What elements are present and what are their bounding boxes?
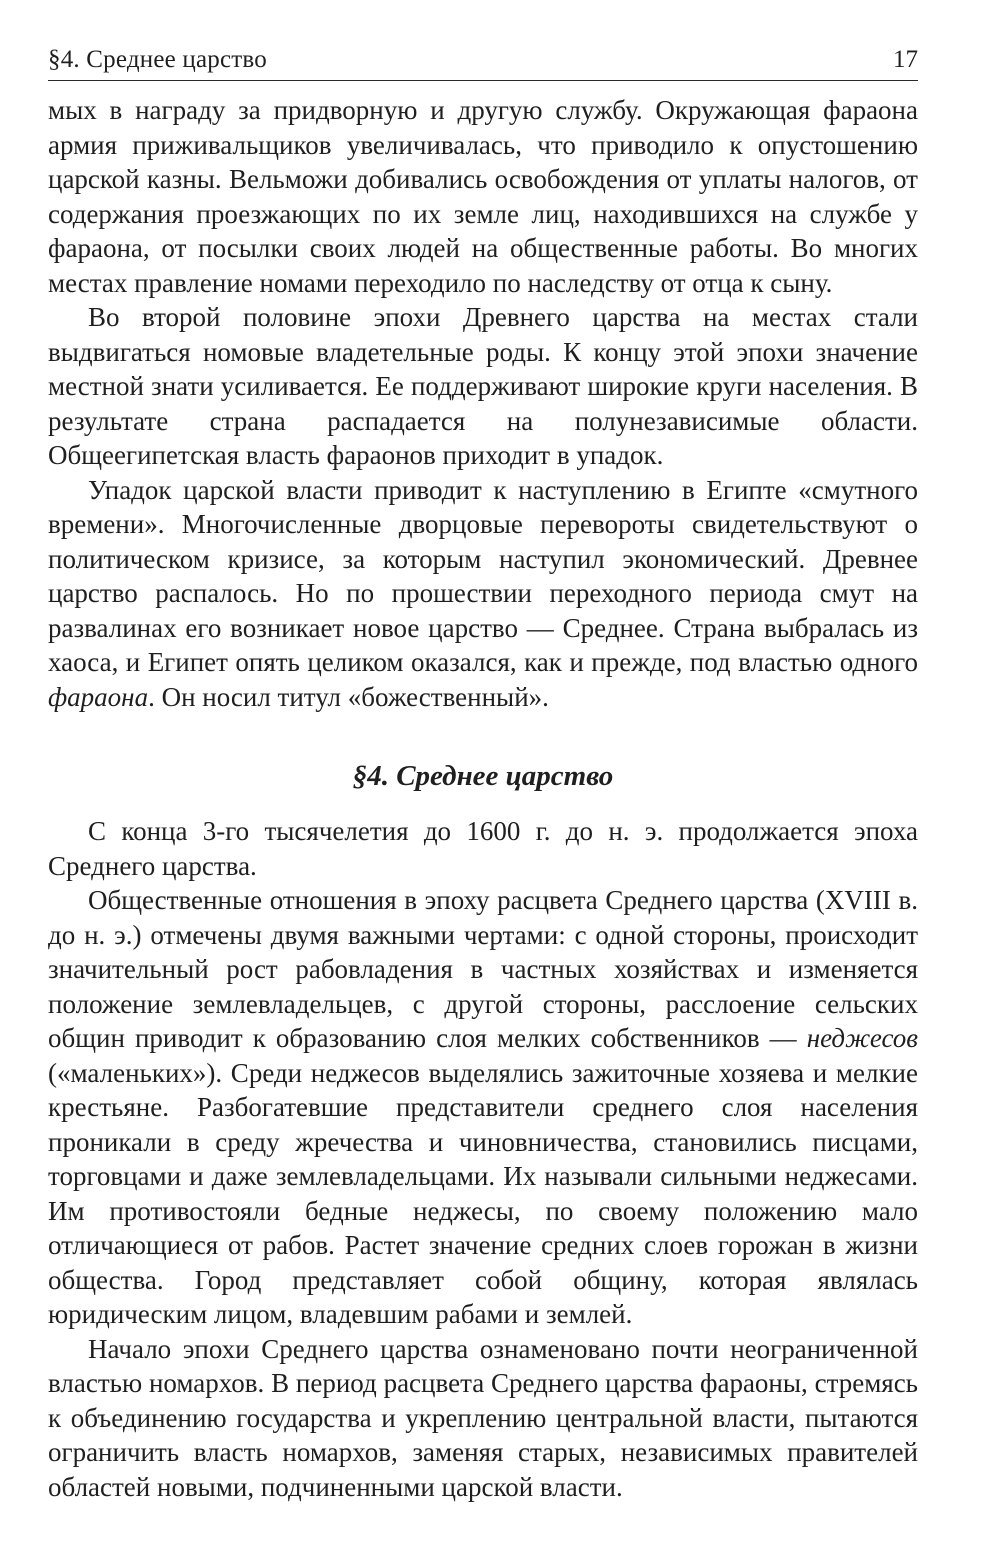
italic-term: фараона [48,681,149,712]
paragraph [48,473,918,715]
running-title: §4. Среднее царство [48,46,267,73]
paragraph: Начало эпохи Среднего царства ознаменовано почти неограниченной властью номархов. В период расцвета Среднего царства фараоны, стремясь к объединению государства и укреплению центральной власти, пытаются ограничить власть номархов, заменяя старых, независимых правителей областей новыми, подчиненными царской власти. [48,1333,918,1502]
paragraph-text: Общественные отношения в эпоху расцвета Среднего царства (XVIII в. до н. э.) отмечены двумя важными чертами: с одной стороны, происходит значительный рост рабовладения в частных хозяйствах и изменяется положение землевладельцев, с другой стороны, расслоение сельских общин приводит к образованию слоя мелких собственников — [48,885,918,1053]
paragraph-text: . Он носил титул «божественный». [148,681,549,712]
book-page [48,40,918,1504]
running-head [48,40,918,81]
page-number: 17 [893,46,918,73]
body-text [48,93,918,1504]
italic-term: неджесов [806,1023,918,1053]
paragraph: С конца 3-го тысячелетия до 1600 г. до н. э. продолжается эпоха Среднего царства. [48,816,918,881]
paragraph: Во второй половине эпохи Древнего царства на местах стали выдвигаться номовые владетельные роды. К концу этой эпохи значение местной знати усиливается. Ее поддерживают широкие круги населения. В результате страна распадается на полунезависимые области. Общеегипетская власть фараонов приходит в упадок. [48,302,918,470]
paragraph-continued: мых в награду за придворную и другую службу. Окружающая фараона армия приживальщиков увеличивалась, что приводило к опустошению царской казны. Вельможи добивались освобождения от уплаты налогов, от содержания проезжающих по их земле лиц, находившихся на службе у фараона, от посылки своих людей на общественные работы. Во многих местах правление номами переходило по наследству от отца к сыну. [48,95,918,298]
paragraph-text: («маленьких»). Среди неджесов выделялись зажиточные хозяева и мелкие крестьяне. Разбогатевшие представители среднего слоя населения проникали в среду жречества и чиновничества, становились писцами, торговцами и даже землевладельцами. Их называли сильными неджесами. Им противостояли бедные неджесы, по своему положению мало отличающиеся от рабов. Растет значение средних слоев горожан в жизни общества. Город представляет собой общину, которая являлась юридическим лицом, владевшим рабами и землей. [48,1057,918,1329]
paragraph [48,883,918,1332]
paragraph-text: Упадок царской власти приводит к наступлению в Египте «смутного времени». Многочисленные дворцовые перевороты свидетельствуют о политическом кризисе, за которым наступил экономический. Древнее царство распалось. Но по прошествии переходного периода смут на развалинах его возникает новое царство — Среднее. Страна выбралась из хаоса, и Египет опять целиком оказался, как и прежде, под властью одного [48,474,918,677]
section-heading: §4. Среднее царство [352,760,614,792]
